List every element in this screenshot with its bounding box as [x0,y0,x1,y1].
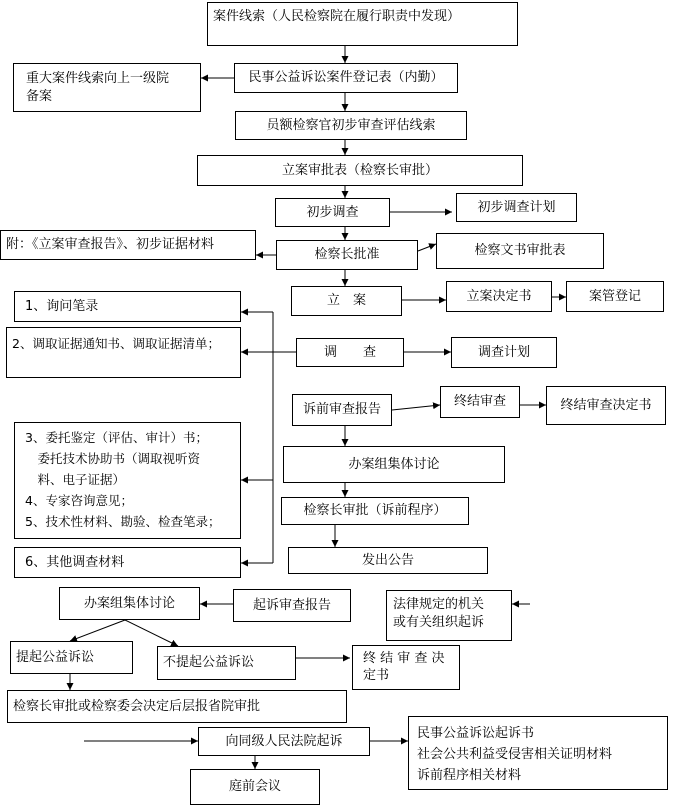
node-approval: 立案审批表（检察长审批） [197,155,523,186]
arrow-group2-file [70,620,125,641]
node-terminate: 终结审查 [440,386,520,418]
node-clue: 案件线索（人民检察院在履行职责中发现） [207,2,518,46]
arrow-chief-docapproval [418,244,436,251]
node-doc-approval: 检察文书审批表 [436,233,604,269]
node-eval: 员额检察官初步审查评估线索 [235,111,467,140]
node-pretrial: 庭前会议 [190,769,320,805]
node-chief-committee: 检察长审批或检察委会决定后层报省院审批 [7,690,347,723]
node-file-case: 立 案 [291,286,402,316]
node-m6: 6、其他调查材料 [14,547,241,578]
node-case-reg: 案管登记 [566,281,664,312]
node-not-file: 不提起公益诉讼 [157,646,296,680]
arrow-pre-terminate [392,405,440,410]
node-chief-pre: 检察长审批（诉前程序） [281,497,469,525]
node-term-decision: 终结审查决定书 [546,386,666,425]
node-inv-plan: 调查计划 [451,337,557,368]
node-suit-docs: 民事公益诉讼起诉书 社会公共利益受侵害相关证明材料 诉前程序相关材料 [408,716,668,790]
node-sue-court: 向同级人民法院起诉 [198,727,370,756]
node-group-discuss: 办案组集体讨论 [283,446,505,483]
node-investigate: 调 查 [296,338,404,367]
node-pre-report: 诉前审查报告 [292,394,392,426]
node-register: 民事公益诉讼案件登记表（内勤） [234,63,458,93]
node-m2: 2、调取证据通知书、调取证据清单； [6,327,241,378]
node-file-suit: 提起公益诉讼 [10,641,133,674]
node-chief-approve: 检察长批准 [276,240,418,270]
node-m3: 3、委托鉴定（评估、审计）书； 委托技术协助书（调取视听资 料、电子证据） 4、专家咨询意见； 5、技术性材料、勘验、检查笔录； [14,422,241,539]
node-m1: 1、询问笔录 [14,291,241,322]
node-group-discuss-2: 办案组集体讨论 [59,587,200,620]
node-report-up: 重大案件线索向上一级院 备案 [13,63,201,112]
node-decision: 立案决定书 [446,281,552,312]
node-prelim: 初步调查 [275,198,390,227]
node-legal-org: 法律规定的机关 或有关组织起诉 [386,590,512,641]
node-announce: 发出公告 [288,547,488,574]
node-term-decision-2: 终 结 审 查 决 定书 [352,645,460,690]
node-prelim-plan: 初步调查计划 [456,193,577,222]
node-prosecution-report: 起诉审查报告 [233,589,351,622]
node-attach: 附：《立案审查报告》、初步证据材料 [0,230,256,260]
